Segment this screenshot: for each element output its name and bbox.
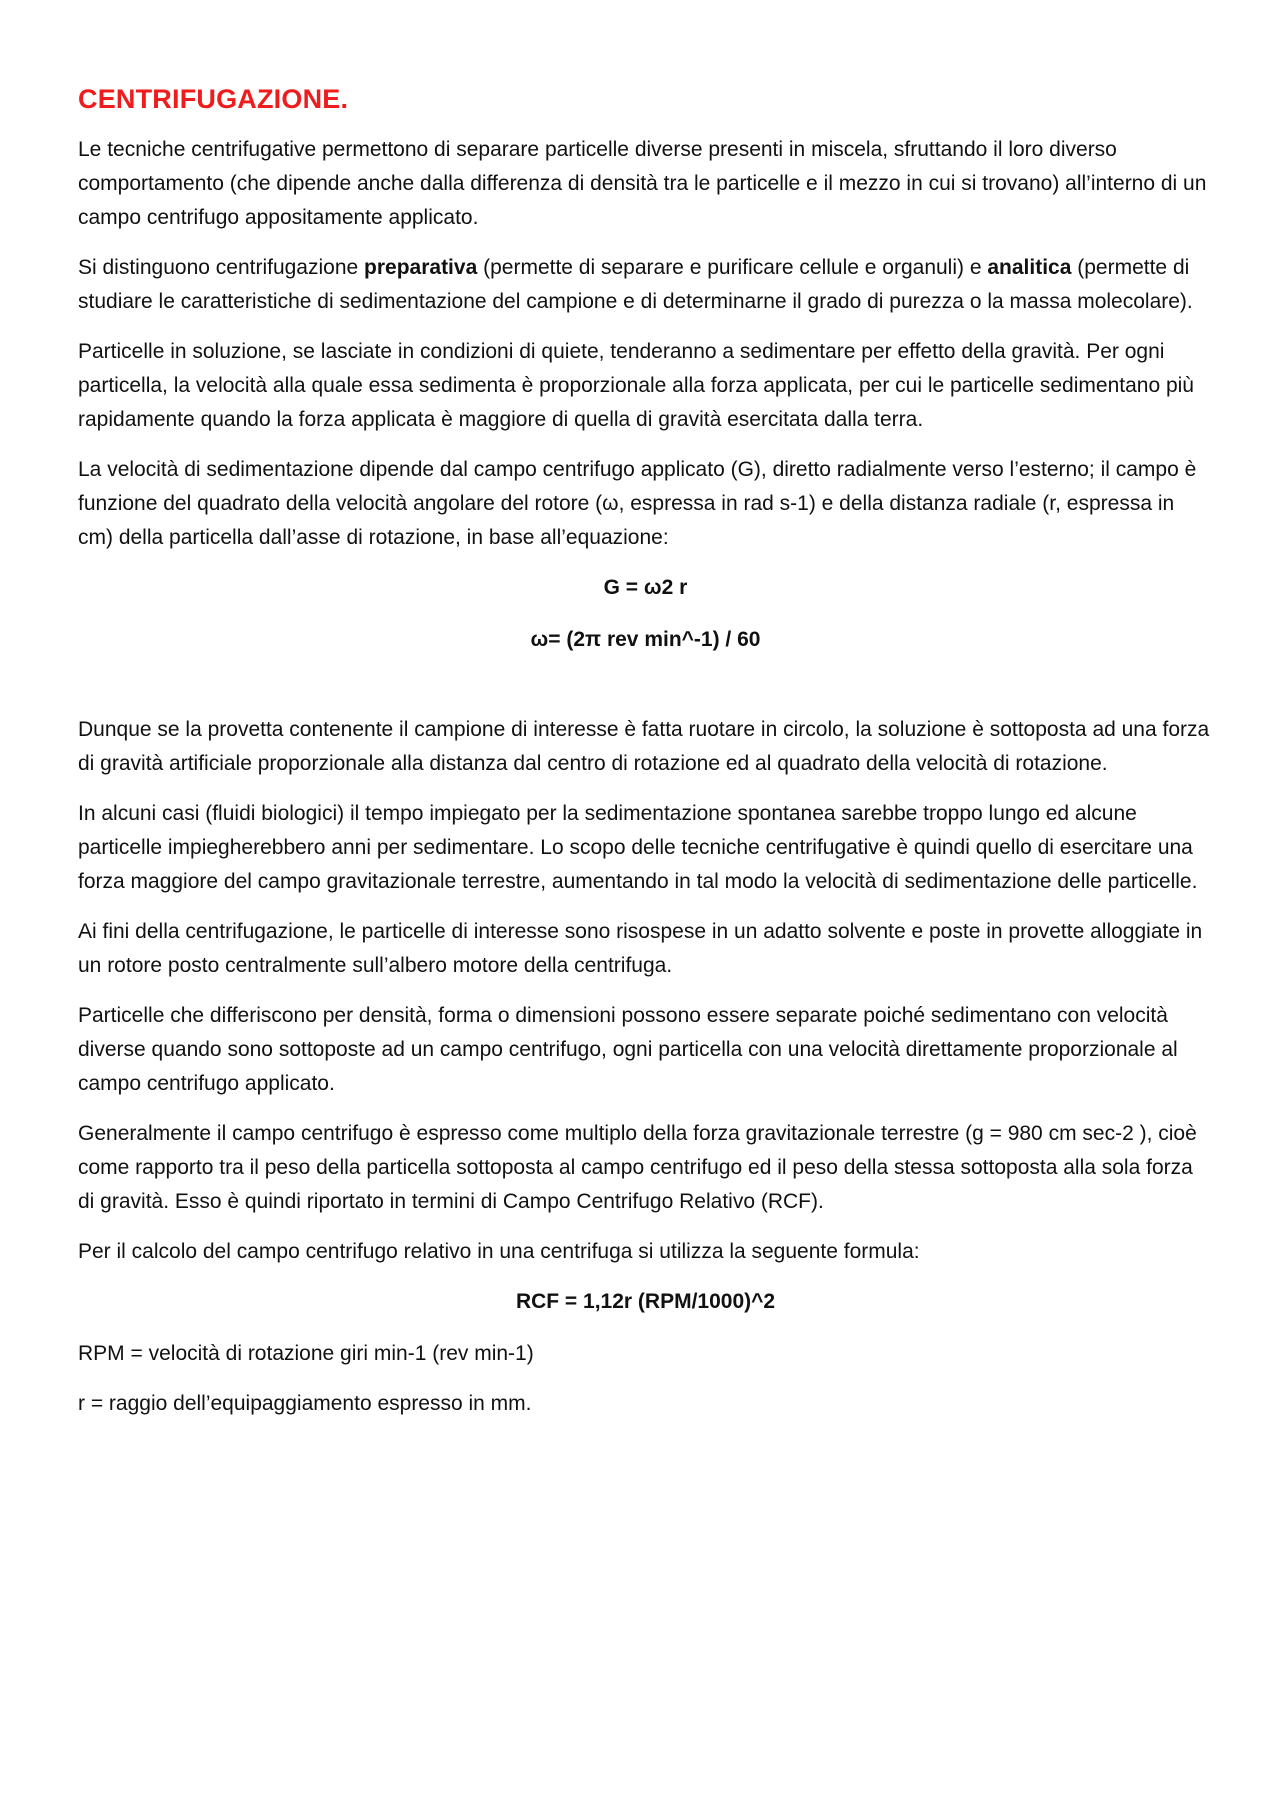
- paragraph-rotation: Dunque se la provetta contenente il campione di interesse è fatta ruotare in circolo, la soluzione è sottoposta ad una forza di gravità artificiale proporzionale alla distanza dal centro di rotazione ed al quadrato della velocità di rotazione.: [78, 718, 1210, 775]
- definition-r: r = raggio dell’equipaggiamento espresso in mm.: [78, 1392, 532, 1415]
- paragraph-types: [78, 251, 1213, 319]
- paragraph-velocity: La velocità di sedimentazione dipende dal campo centrifugo applicato (G), diretto radialmente verso l’esterno; il campo è funzione del quadrato della velocità angolare del rotore (ω, espressa in rad s-1) e della distanza radiale (r, espressa in cm) della particella dall’asse di rotazione, in base all’equazione:: [78, 458, 1197, 549]
- paragraph-sedimentation: Particelle in soluzione, se lasciate in condizioni di quiete, tenderanno a sedimentare per effetto della gravità. Per ogni particella, la velocità alla quale essa sedimenta è proporzionale alla forza applicata, per cui le particelle sedimentano più rapidamente quando la forza applicata è maggiore di quella di gravità esercitata dalla terra.: [78, 340, 1194, 431]
- term-preparativa: preparativa: [364, 256, 478, 279]
- paragraph-separation: Particelle che differiscono per densità, forma o dimensioni possono essere separate poiché sedimentano con velocità diverse quando sono sottoposte ad un campo centrifugo, ogni particella con una velocità direttamente proporzionale al campo centrifugo applicato.: [78, 1004, 1178, 1095]
- formula-g: G = ω2 r: [603, 576, 688, 599]
- paragraph-setup: Ai fini della centrifugazione, le particelle di interesse sono risospese in un adatto solvente e poste in provette alloggiate in un rotore posto centralmente sull’albero motore della centrifuga.: [78, 920, 1203, 977]
- paragraph-formula-intro: Per il calcolo del campo centrifugo relativo in una centrifuga si utilizza la seguente formula:: [78, 1240, 920, 1263]
- paragraph-intro: Le tecniche centrifugative permettono di separare particelle diverse presenti in miscela, sfruttando il loro diverso comportamento (che dipende anche dalla differenza di densità tra le particelle e il mezzo in cui si trovano) all’interno di un campo centrifugo appositamente applicato.: [78, 138, 1207, 229]
- formula-rcf: RCF = 1,12r (RPM/1000)^2: [515, 1290, 776, 1313]
- paragraph-rcf: Generalmente il campo centrifugo è espresso come multiplo della forza gravitazionale terrestre (g = 980 cm sec-2 ), cioè come rapporto tra il peso della particella sottoposta al campo centrifugo ed il peso della stessa sottoposta alla sola forza di gravità. Esso è quindi riportato in termini di Campo Centrifugo Relativo (RCF).: [78, 1122, 1197, 1213]
- document-title: CENTRIFUGAZIONE.: [78, 84, 349, 114]
- definition-rpm: RPM = velocità di rotazione giri min-1 (rev min-1): [78, 1342, 534, 1365]
- formula-omega: ω= (2π rev min^-1) / 60: [530, 628, 761, 651]
- paragraph-purpose: In alcuni casi (fluidi biologici) il tempo impiegato per la sedimentazione spontanea sarebbe troppo lungo ed alcune particelle impiegherebbero anni per sedimentare. Lo scopo delle tecniche centrifugative è quindi quello di esercitare una forza maggiore del campo gravitazionale terrestre, aumentando in tal modo la velocità di sedimentazione delle particelle.: [78, 802, 1198, 893]
- text-span: (permette di studiare le caratteristiche di sedimentazione del campione e di determinarne il grado di purezza o la massa molecolare).: [78, 256, 1193, 313]
- term-analitica: analitica: [987, 256, 1072, 279]
- text-span: Si distinguono centrifugazione: [78, 256, 365, 279]
- document-page: [78, 84, 1213, 1437]
- text-span: (permette di separare e purificare cellule e organuli) e: [477, 256, 988, 279]
